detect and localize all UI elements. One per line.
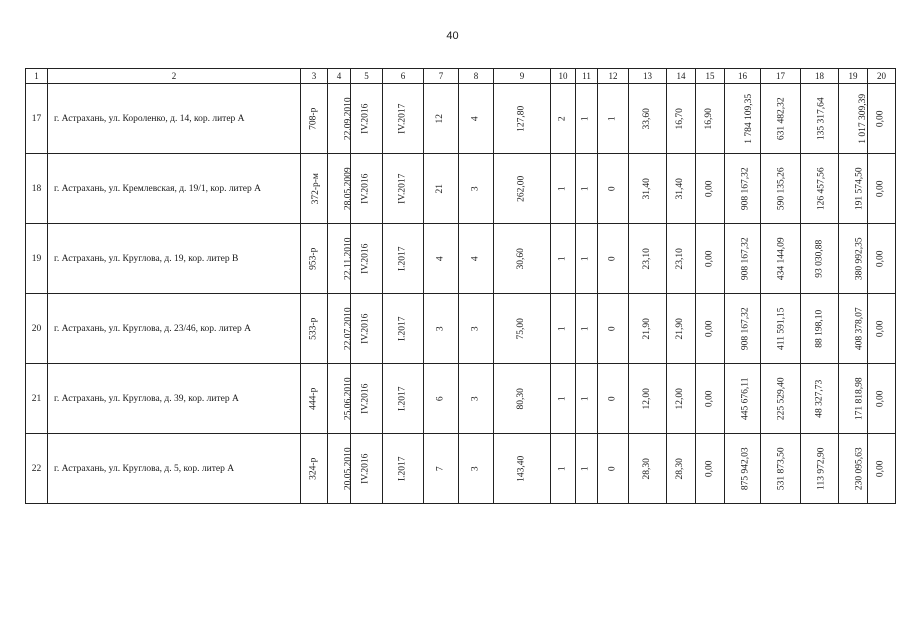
rotated-cell-value: 16,70 — [675, 108, 686, 130]
table-cell — [801, 84, 839, 154]
rotated-cell-value: 0,00 — [704, 250, 715, 268]
rotated-cell-value: 191 574,50 — [854, 167, 865, 211]
table-row — [26, 294, 896, 364]
table-cell — [801, 434, 839, 504]
rotated-cell-value: 1 — [557, 326, 568, 332]
table-cell — [839, 364, 868, 434]
rotated-cell-value: 127,80 — [516, 105, 527, 133]
rotated-cell-value: 875 942,03 — [740, 447, 751, 491]
rotated-cell-value: I.2017 — [397, 386, 408, 412]
table-cell — [551, 84, 576, 154]
table-cell — [725, 364, 761, 434]
table-cell — [551, 224, 576, 294]
table-cell — [494, 224, 551, 294]
rotated-cell-value: 143,40 — [516, 455, 527, 483]
table-cell — [424, 434, 459, 504]
rotated-cell-value: 1 — [557, 396, 568, 402]
table-cell — [696, 364, 725, 434]
column-number-header: 18 — [801, 69, 839, 84]
rotated-cell-value: 21,90 — [675, 318, 686, 340]
table-cell — [761, 84, 801, 154]
rotated-cell-value: IV.2016 — [360, 243, 371, 275]
address-cell: г. Астрахань, ул. Кремлевская, д. 19/1, кор. литер А — [48, 154, 301, 224]
rotated-cell-value: 0,00 — [704, 460, 715, 478]
rotated-cell-value: 1 — [580, 326, 591, 332]
rotated-cell-value: 0,00 — [875, 180, 886, 198]
table-cell — [459, 224, 494, 294]
page-number: 40 — [446, 30, 459, 42]
table-cell — [424, 84, 459, 154]
rotated-cell-value: 434 144,09 — [776, 237, 787, 281]
table-row — [26, 364, 896, 434]
table-cell — [667, 154, 696, 224]
table-cell — [696, 224, 725, 294]
column-number-header: 20 — [868, 69, 896, 84]
table-cell — [868, 294, 896, 364]
table-cell — [868, 434, 896, 504]
rotated-cell-value: IV.2016 — [360, 453, 371, 485]
table-cell — [459, 154, 494, 224]
table-cell — [576, 154, 598, 224]
column-number-header: 11 — [576, 69, 598, 84]
rotated-cell-value: 3 — [435, 326, 446, 332]
table-cell — [839, 294, 868, 364]
row-number-cell: 18 — [26, 154, 48, 224]
table-cell — [629, 294, 667, 364]
table-cell — [424, 294, 459, 364]
table-cell — [839, 434, 868, 504]
column-number-header: 4 — [328, 69, 351, 84]
rotated-cell-value: 531 873,50 — [776, 447, 787, 491]
table-cell — [494, 364, 551, 434]
rotated-cell-value: 1 — [580, 466, 591, 472]
column-number-header: 17 — [761, 69, 801, 84]
rotated-cell-value: 12,00 — [675, 388, 686, 410]
rotated-cell-value: 135 317,64 — [816, 97, 827, 141]
table-cell — [383, 294, 424, 364]
rotated-cell-value: 1 — [580, 186, 591, 192]
table-cell — [383, 434, 424, 504]
rotated-cell-value: 0 — [607, 466, 618, 472]
table-cell — [629, 364, 667, 434]
rotated-cell-value: 908 167,32 — [740, 237, 751, 281]
column-number-header: 12 — [598, 69, 629, 84]
rotated-cell-value: 0,00 — [704, 390, 715, 408]
rotated-cell-value: IV.2017 — [397, 103, 408, 135]
rotated-cell-value: 380 992,35 — [854, 237, 865, 281]
table-cell — [696, 434, 725, 504]
rotated-cell-value: 80,30 — [516, 388, 527, 410]
rotated-cell-value: 21,90 — [641, 318, 652, 340]
rotated-cell-value: 1 — [557, 466, 568, 472]
rotated-cell-value: IV.2016 — [360, 173, 371, 205]
table-cell — [598, 434, 629, 504]
rotated-cell-value: 0,00 — [875, 390, 886, 408]
table-cell — [839, 84, 868, 154]
table-cell — [696, 154, 725, 224]
table-cell — [598, 154, 629, 224]
rotated-cell-value: 4 — [470, 256, 481, 262]
table-cell — [551, 294, 576, 364]
rotated-cell-value: 2 — [557, 116, 568, 122]
table-cell — [301, 434, 328, 504]
column-number-header: 14 — [667, 69, 696, 84]
register-table-body — [26, 69, 896, 504]
table-cell — [328, 84, 354, 154]
table-cell — [598, 224, 629, 294]
table-cell — [629, 434, 667, 504]
table-cell — [801, 154, 839, 224]
table-cell — [459, 434, 494, 504]
rotated-cell-value: 126 457,56 — [816, 167, 827, 211]
rotated-cell-value: 28,30 — [641, 458, 652, 480]
rotated-cell-value: I.2017 — [397, 316, 408, 342]
column-number-header: 8 — [459, 69, 494, 84]
rotated-cell-value: 21 — [435, 184, 446, 194]
table-cell — [551, 154, 576, 224]
table-cell — [761, 434, 801, 504]
rotated-cell-value: 48 327,73 — [814, 380, 825, 418]
rotated-cell-value: 1 — [557, 256, 568, 262]
rotated-cell-value: 372-р-м — [310, 173, 321, 205]
table-cell — [328, 224, 354, 294]
rotated-cell-value: 3 — [470, 186, 481, 192]
column-number-header: 10 — [551, 69, 576, 84]
rotated-cell-value: 1 — [557, 186, 568, 192]
table-cell — [383, 224, 424, 294]
table-row — [26, 84, 896, 154]
column-number-header: 1 — [26, 69, 48, 84]
rotated-cell-value: 93 030,88 — [814, 240, 825, 278]
table-cell — [459, 294, 494, 364]
table-cell — [598, 364, 629, 434]
table-cell — [301, 84, 328, 154]
table-cell — [801, 364, 839, 434]
table-cell — [696, 84, 725, 154]
rotated-cell-value: IV.2016 — [360, 383, 371, 415]
column-number-header: 13 — [629, 69, 667, 84]
rotated-cell-value: 0,00 — [704, 180, 715, 198]
rotated-cell-value: 262,00 — [516, 175, 527, 203]
table-cell — [424, 224, 459, 294]
table-cell — [576, 434, 598, 504]
rotated-cell-value: 1 — [580, 116, 591, 122]
table-cell — [576, 364, 598, 434]
address-cell: г. Астрахань, ул. Круглова, д. 19, кор. литер В — [48, 224, 301, 294]
rotated-cell-value: 22.11.2010 — [343, 237, 354, 281]
table-cell — [667, 294, 696, 364]
rotated-cell-value: I.2017 — [397, 456, 408, 482]
rotated-cell-value: 631 482,32 — [776, 97, 787, 141]
table-cell — [725, 224, 761, 294]
column-number-header: 2 — [48, 69, 301, 84]
column-number-header: 16 — [725, 69, 761, 84]
rotated-cell-value: 12,00 — [641, 388, 652, 410]
rotated-cell-value: 230 095,63 — [854, 447, 865, 491]
table-cell — [868, 154, 896, 224]
rotated-cell-value: IV.2017 — [397, 173, 408, 205]
rotated-cell-value: 0 — [607, 186, 618, 192]
column-number-header: 5 — [351, 69, 383, 84]
row-number-cell: 21 — [26, 364, 48, 434]
rotated-cell-value: 1 784 109,35 — [744, 94, 755, 144]
table-cell — [868, 84, 896, 154]
rotated-cell-value: 6 — [435, 396, 446, 402]
rotated-cell-value: 0 — [607, 396, 618, 402]
column-number-header: 7 — [424, 69, 459, 84]
rotated-cell-value: 1 — [607, 116, 618, 122]
table-cell — [551, 364, 576, 434]
table-cell — [801, 294, 839, 364]
table-cell — [868, 364, 896, 434]
rotated-cell-value: 908 167,32 — [740, 307, 751, 351]
rotated-cell-value: 31,40 — [641, 178, 652, 200]
rotated-cell-value: 75,00 — [516, 318, 527, 340]
table-cell — [725, 434, 761, 504]
rotated-cell-value: 88 198,10 — [814, 310, 825, 348]
table-cell — [667, 364, 696, 434]
table-cell — [301, 294, 328, 364]
address-cell: г. Астрахань, ул. Короленко, д. 14, кор. литер А — [48, 84, 301, 154]
rotated-cell-value: 23,10 — [675, 248, 686, 270]
table-cell — [301, 154, 328, 224]
table-cell — [696, 294, 725, 364]
table-cell — [725, 84, 761, 154]
column-number-header: 6 — [383, 69, 424, 84]
table-cell — [801, 224, 839, 294]
rotated-cell-value: 0 — [607, 326, 618, 332]
table-cell — [551, 434, 576, 504]
rotated-cell-value: 533-р — [308, 317, 319, 341]
table-cell — [351, 154, 383, 224]
rotated-cell-value: 20.05.2010 — [343, 447, 354, 491]
table-cell — [839, 224, 868, 294]
table-row — [26, 154, 896, 224]
rotated-cell-value: 33,60 — [641, 108, 652, 130]
table-cell — [424, 364, 459, 434]
table-cell — [459, 84, 494, 154]
rotated-cell-value: 3 — [470, 326, 481, 332]
rotated-cell-value: 0,00 — [875, 110, 886, 128]
address-cell: г. Астрахань, ул. Круглова, д. 5, кор. литер А — [48, 434, 301, 504]
rotated-cell-value: 23,10 — [641, 248, 652, 270]
table-cell — [328, 154, 354, 224]
row-number-cell: 22 — [26, 434, 48, 504]
table-cell — [351, 364, 383, 434]
table-cell — [598, 84, 629, 154]
table-cell — [761, 224, 801, 294]
rotated-cell-value: 4 — [435, 256, 446, 262]
column-number-header: 19 — [839, 69, 868, 84]
rotated-cell-value: 1 017 309,39 — [858, 94, 869, 144]
table-cell — [351, 294, 383, 364]
rotated-cell-value: 0,00 — [875, 460, 886, 478]
table-cell — [629, 224, 667, 294]
rotated-cell-value: IV.2016 — [360, 313, 371, 345]
address-cell: г. Астрахань, ул. Круглова, д. 39, кор. литер А — [48, 364, 301, 434]
table-cell — [459, 364, 494, 434]
table-cell — [725, 154, 761, 224]
table-cell — [328, 434, 354, 504]
table-cell — [328, 364, 354, 434]
table-cell — [667, 434, 696, 504]
table-cell — [383, 154, 424, 224]
rotated-cell-value: 30,60 — [516, 248, 527, 270]
rotated-cell-value: 0 — [607, 256, 618, 262]
table-row — [26, 224, 896, 294]
table-cell — [761, 364, 801, 434]
rotated-cell-value: 1 — [580, 396, 591, 402]
column-number-header: 9 — [494, 69, 551, 84]
rotated-cell-value: 22.09.2010 — [343, 97, 354, 141]
rotated-cell-value: 12 — [435, 114, 446, 124]
rotated-cell-value: 28,30 — [675, 458, 686, 480]
rotated-cell-value: 445 676,11 — [740, 377, 751, 421]
rotated-cell-value: 708-р — [308, 107, 319, 131]
table-cell — [351, 434, 383, 504]
rotated-cell-value: 225 529,40 — [776, 377, 787, 421]
table-cell — [576, 294, 598, 364]
rotated-cell-value: 953-р — [308, 247, 319, 271]
rotated-cell-value: 4 — [470, 116, 481, 122]
rotated-cell-value: 25.06.2010 — [343, 377, 354, 421]
table-cell — [725, 294, 761, 364]
rotated-cell-value: 444-р — [308, 387, 319, 411]
rotated-cell-value: 0,00 — [875, 250, 886, 268]
rotated-cell-value: I.2017 — [397, 246, 408, 272]
table-cell — [667, 224, 696, 294]
rotated-cell-value: 22.07.2010 — [343, 307, 354, 351]
table-cell — [494, 154, 551, 224]
row-number-cell: 17 — [26, 84, 48, 154]
rotated-cell-value: 113 972,90 — [816, 447, 827, 491]
rotated-cell-value: 908 167,32 — [740, 167, 751, 211]
table-cell — [494, 434, 551, 504]
table-cell — [351, 224, 383, 294]
rotated-cell-value: IV.2016 — [360, 103, 371, 135]
rotated-cell-value: 411 591,15 — [776, 307, 787, 351]
address-cell: г. Астрахань, ул. Круглова, д. 23/46, кор. литер А — [48, 294, 301, 364]
table-cell — [839, 154, 868, 224]
table-cell — [301, 364, 328, 434]
rotated-cell-value: 28.05.2009 — [343, 167, 354, 211]
table-row — [26, 434, 896, 504]
table-cell — [494, 84, 551, 154]
table-cell — [424, 154, 459, 224]
table-cell — [383, 84, 424, 154]
row-number-cell: 19 — [26, 224, 48, 294]
table-cell — [667, 84, 696, 154]
rotated-cell-value: 590 135,26 — [776, 167, 787, 211]
table-cell — [598, 294, 629, 364]
rotated-cell-value: 3 — [470, 466, 481, 472]
table-cell — [383, 364, 424, 434]
table-cell — [576, 84, 598, 154]
column-number-header: 15 — [696, 69, 725, 84]
table-cell — [868, 224, 896, 294]
table-cell — [576, 224, 598, 294]
rotated-cell-value: 31,40 — [675, 178, 686, 200]
rotated-cell-value: 171 818,98 — [854, 377, 865, 421]
rotated-cell-value: 0,00 — [875, 320, 886, 338]
rotated-cell-value: 7 — [435, 466, 446, 472]
rotated-cell-value: 16,90 — [704, 108, 715, 130]
table-cell — [629, 84, 667, 154]
table-cell — [629, 154, 667, 224]
rotated-cell-value: 3 — [470, 396, 481, 402]
table-cell — [351, 84, 383, 154]
header-row — [26, 69, 896, 84]
column-number-header: 3 — [301, 69, 328, 84]
table-cell — [761, 294, 801, 364]
rotated-cell-value: 324-р — [308, 457, 319, 481]
table-cell — [301, 224, 328, 294]
register-table — [25, 68, 896, 504]
row-number-cell: 20 — [26, 294, 48, 364]
table-cell — [494, 294, 551, 364]
rotated-cell-value: 0,00 — [704, 320, 715, 338]
table-cell — [328, 294, 354, 364]
rotated-cell-value: 1 — [580, 256, 591, 262]
rotated-cell-value: 408 378,07 — [854, 307, 865, 351]
table-cell — [761, 154, 801, 224]
